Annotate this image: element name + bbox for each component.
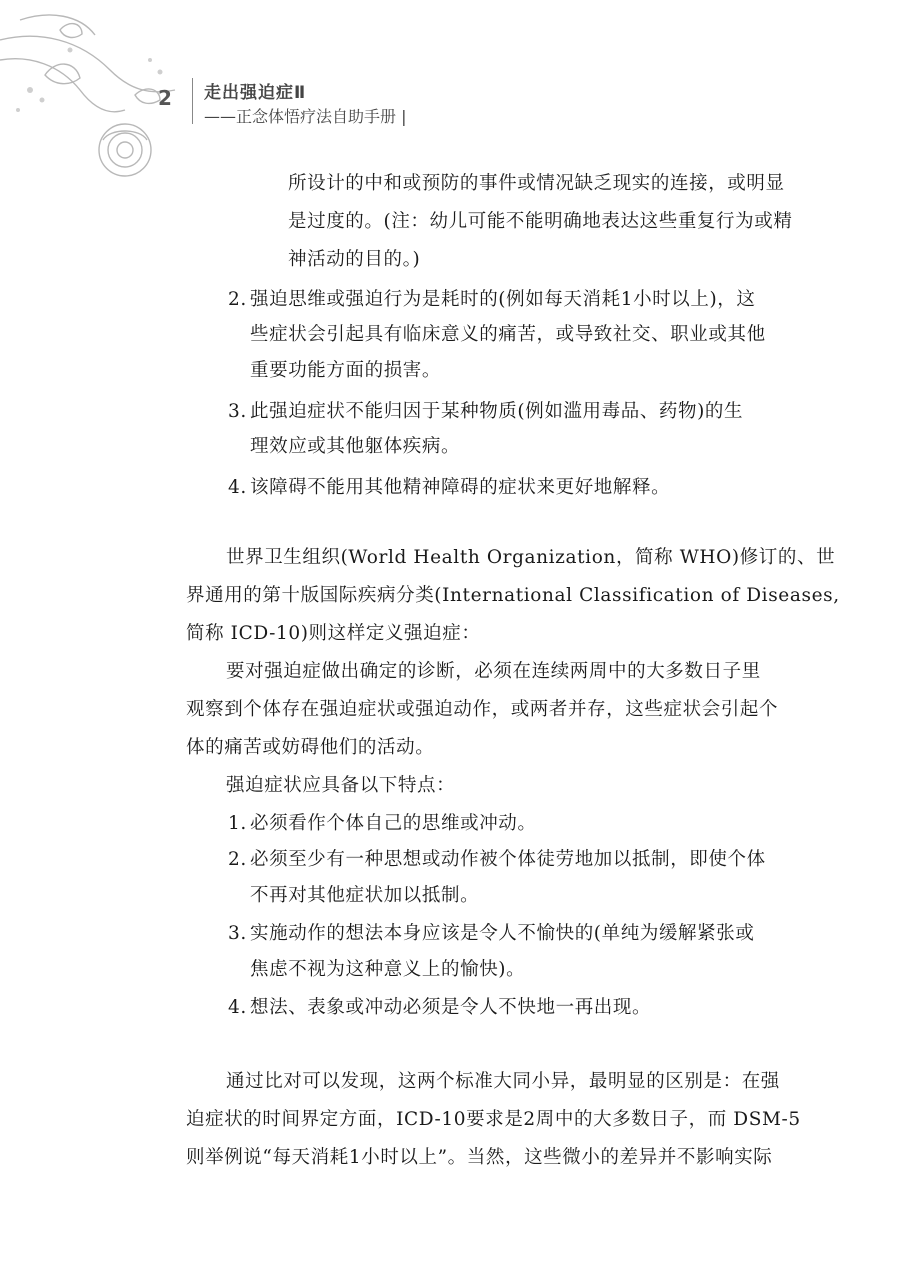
text-line: 神活动的目的。) — [288, 249, 421, 270]
list-text: 理效应或其他躯体疾病。 — [250, 436, 461, 457]
list-number: 1. — [228, 813, 247, 834]
list-item — [228, 812, 537, 836]
list-item — [228, 922, 754, 946]
list-text: 必须至少有一种思想或动作被个体徒劳地加以抵制，即使个体 — [250, 849, 766, 870]
list-item — [228, 848, 766, 872]
running-header-subtitle: ——正念体悟疗法自助手册 | — [204, 107, 407, 126]
list-number: 2. — [228, 289, 247, 310]
page-number: 2 — [158, 86, 172, 110]
text-line: 体的痛苦或妨碍他们的活动。 — [186, 737, 435, 758]
list-text: 该障碍不能用其他精神障碍的症状来更好地解释。 — [250, 477, 671, 498]
list-item — [228, 288, 756, 312]
text-line: 强迫症状应具备以下特点： — [226, 775, 456, 796]
list-text: 实施动作的想法本身应该是令人不愉快的(单纯为缓解紧张或 — [250, 923, 755, 944]
text-line: 观察到个体存在强迫症状或强迫动作，或两者并存，这些症状会引起个 — [186, 699, 779, 720]
list-number: 4. — [228, 997, 247, 1018]
text-line: 所设计的中和或预防的事件或情况缺乏现实的连接，或明显 — [288, 173, 785, 194]
running-header-title: 走出强迫症Ⅱ — [204, 83, 307, 103]
list-text: 重要功能方面的损害。 — [250, 360, 442, 381]
text-line: 简称 ICD-10)则这样定义强迫症： — [186, 623, 481, 644]
header-divider — [192, 78, 193, 124]
list-text: 必须看作个体自己的思维或冲动。 — [250, 813, 537, 834]
text-line: 世界卫生组织(World Health Organization，简称 WHO)修订的、世 — [226, 547, 836, 568]
list-number: 4. — [228, 477, 247, 498]
list-text: 不再对其他症状加以抵制。 — [250, 885, 480, 906]
list-text: 强迫思维或强迫行为是耗时的(例如每天消耗1小时以上)，这 — [250, 289, 756, 310]
text-line: 是过度的。(注：幼儿可能不能明确地表达这些重复行为或精 — [288, 211, 793, 232]
list-item — [228, 400, 743, 424]
list-text: 此强迫症状不能归因于某种物质(例如滥用毒品、药物)的生 — [250, 401, 744, 422]
list-item — [228, 996, 651, 1020]
list-text: 些症状会引起具有临床意义的痛苦，或导致社交、职业或其他 — [250, 324, 766, 345]
text-line: 要对强迫症做出确定的诊断，必须在连续两周中的大多数日子里 — [226, 661, 761, 682]
text-line: 通过比对可以发现，这两个标准大同小异，最明显的区别是：在强 — [226, 1071, 780, 1092]
list-item — [228, 476, 670, 500]
text-line: 则举例说“每天消耗1小时以上”。当然，这些微小的差异并不影响实际 — [186, 1147, 773, 1168]
text-line: 界通用的第十版国际疾病分类(International Classification of Diseases, — [186, 585, 840, 606]
list-text: 想法、表象或冲动必须是令人不快地一再出现。 — [250, 997, 652, 1018]
list-number: 3. — [228, 401, 247, 422]
list-text: 焦虑不视为这种意义上的愉快)。 — [250, 959, 526, 980]
list-number: 3. — [228, 923, 247, 944]
text-line: 迫症状的时间界定方面，ICD-10要求是2周中的大多数日子，而 DSM-5 — [186, 1109, 801, 1130]
list-number: 2. — [228, 849, 247, 870]
